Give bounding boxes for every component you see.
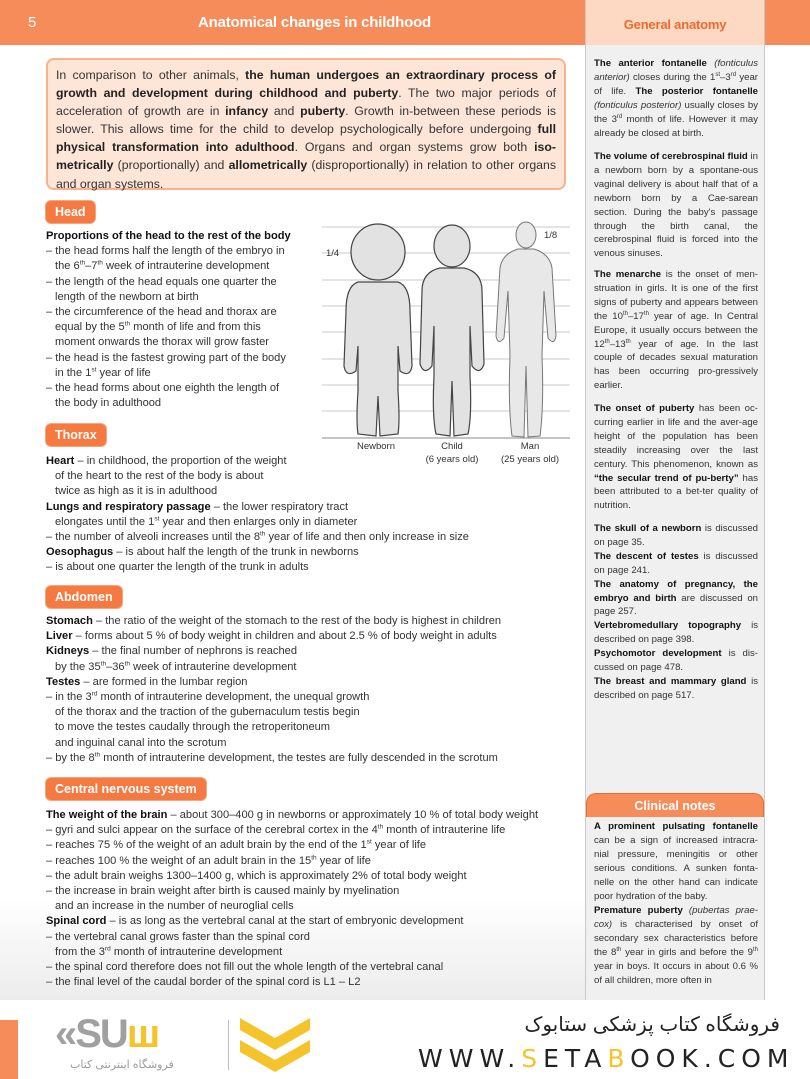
text-line: – the number of alveoli increases until the 8th year of life and then only increase in size bbox=[46, 530, 469, 544]
text-line: of the thorax and the traction of the gubernaculum testis begin bbox=[55, 706, 360, 719]
text-line: the body in adulthood bbox=[55, 397, 162, 410]
text-line: The weight of the brain – about 300–400 g in newborns or approximately 10 % of total body weight bbox=[46, 809, 539, 821]
text-line: Stomach – the ratio of the weight of the stomach to the rest of the body is highest in children bbox=[46, 615, 502, 627]
cross-reference: The descent of testes is discussed on page 241. bbox=[594, 550, 758, 576]
text-line: Spinal cord – is as long as the vertebral canal at the start of embryonic development bbox=[46, 915, 464, 928]
head-section-text bbox=[46, 229, 291, 411]
text-line: to move the testes caudally through the retroperitoneum bbox=[55, 721, 331, 734]
clinical-note-fontanelle: A prominent pulsating fontanelle can be a sign of increased intracra-nial pressure, meningitis or other serious conditions. A sunken fonta-nelle on the other hand can indicate poor hydration of the baby. bbox=[594, 821, 758, 902]
text-line: Testes – are formed in the lumbar region bbox=[46, 675, 248, 688]
text-line: Heart – in childhood, the proportion of the weight bbox=[46, 455, 287, 467]
section-tag-cns: Central nervous system bbox=[46, 778, 206, 800]
intro-box: In comparison to other animals, the human undergoes an extraordinary process of growth and development during childhood and puberty. The two major periods of acceleration of growth are in infancy and puberty. Growth in-between these periods is slower. This allows time for the child to develop psychologically before undergoing full physical transformation into adulthood. Organs and organ systems grow both iso-metrically (proportionally) and allometrically (disproportionally) in relation to other organs and organ systems. bbox=[46, 58, 566, 190]
text-line: and an increase in the number of neuroglial cells bbox=[55, 900, 294, 913]
chevron-logo-icon bbox=[240, 1018, 310, 1074]
setabook-logo: «SUш bbox=[55, 1012, 159, 1056]
caption-man: Man (25 years old) bbox=[500, 441, 560, 465]
sidebar-note-menarche: The menarche is the onset of men-struation in girls. It is one of the first signs of puberty and appears between the 10th–17th year of age. In Central Europe, it usually occurs between the 12th–13th year of age. In the last couple of decades sexual maturation has been occurring pro-gressively earlier. bbox=[594, 269, 758, 392]
text-line: equal by the 5th month of life and from this bbox=[55, 320, 261, 334]
man-figure bbox=[496, 222, 556, 437]
abdomen-section-text bbox=[46, 614, 501, 766]
text-line: and inguinal canal into the scrotum bbox=[55, 736, 227, 749]
page-edge-tab bbox=[0, 1020, 18, 1079]
text-line: – gyri and sulci appear on the surface of the cerebral cortex in the 4th month of intrauterine life bbox=[46, 823, 506, 837]
ratio-man-label: 1/8 bbox=[544, 230, 558, 241]
text-line: – by the 8th month of intrauterine development, the testes are fully descended in the scrotum bbox=[46, 751, 498, 764]
section-tag-thorax: Thorax bbox=[46, 424, 106, 446]
text-line: – in the 3rd month of intrauterine development, the unequal growth bbox=[46, 690, 370, 704]
text-line: Oesophagus – is about half the length of the trunk in newborns bbox=[46, 546, 359, 559]
text-line: from the 3rd month of intrauterine development bbox=[55, 945, 283, 958]
cross-reference: Vertebromedullary topography is described on page 398. bbox=[594, 620, 759, 646]
logo-subtitle: فروشگاه اینترنتی کتاب bbox=[70, 1059, 174, 1071]
text-line: length of the newborn at birth bbox=[55, 290, 199, 303]
text-line: – the length of the head equals one quarter the bbox=[46, 275, 277, 288]
cns-section-text bbox=[46, 808, 538, 990]
cross-reference: The breast and mammary gland is described on page 517. bbox=[594, 675, 758, 701]
sidebar-cross-references bbox=[594, 522, 758, 703]
shop-name-persian: فروشگاه کتاب پزشکی ستابوک bbox=[524, 1014, 780, 1036]
sidebar-header bbox=[586, 0, 764, 45]
thorax-section-text bbox=[46, 454, 469, 576]
child-figure bbox=[420, 225, 484, 436]
text-line: – the increase in brain weight after birth is caused mainly by myelination bbox=[46, 885, 400, 898]
watermark-footer bbox=[0, 1000, 810, 1079]
text-line: in the 1st year of life bbox=[55, 366, 151, 379]
text-line: of the heart to the rest of the body is about bbox=[55, 470, 264, 483]
head-subheading: Proportions of the head to the rest of the body bbox=[46, 230, 291, 242]
text-line: Liver – forms about 5 % of body weight in children and about 2.5 % of body weight in adults bbox=[46, 630, 497, 643]
section-tag-head: Head bbox=[46, 201, 95, 223]
text-line: – the adult brain weighs 1300–1400 g, which is approximately 2% of total body weight bbox=[46, 869, 467, 882]
shop-url: WWW.SETABOOK.COM bbox=[418, 1044, 795, 1073]
text-line: Lungs and respiratory passage – the lower respiratory tract bbox=[46, 500, 349, 513]
newborn-figure bbox=[344, 224, 412, 436]
page-number: 5 bbox=[28, 14, 37, 31]
text-line: – the head forms about one eighth the length of bbox=[46, 382, 280, 395]
sidebar-note-csf: The volume of cerebrospinal fluid in a newborn born by a spontane-ous vaginal delivery is about half that of a newborn born by a Cae-sarean section. During the baby's passage through the birth canal, the cerebrospinal fluid is forced into the venous sinuses. bbox=[594, 151, 758, 260]
caption-child: Child (6 years old) bbox=[425, 441, 479, 465]
caption-newborn: Newborn bbox=[356, 441, 396, 452]
logo-divider bbox=[228, 1020, 229, 1070]
sidebar-note-puberty: The onset of puberty has been oc-curring earlier in life and the aver-age height of the population has been steadily increasing over the last century. This phenomenon, known as “the secular trend of pu-berty” has been attributed to a bet-ter quality of nutrition. bbox=[594, 403, 759, 512]
text-line: – reaches 75 % of the weight of an adult brain by the end of the 1st year of life bbox=[46, 838, 427, 852]
text-line: – the head forms half the length of the embryo in bbox=[46, 245, 285, 258]
cross-reference: Psychomotor development is dis-cussed on page 478. bbox=[594, 648, 758, 674]
clinical-notes-box bbox=[586, 793, 764, 1003]
sidebar-note-fontanelle: The anterior fontanelle (fonticulus anterior) closes during the 1st–3rd year of life. The posterior fontanelle (fonticulus posterior) usually closes by the 3rd month of life. However it may already be closed at birth. bbox=[594, 58, 759, 139]
text-line: – reaches 100 % the weight of an adult brain in the 15th year of life bbox=[46, 853, 371, 867]
text-line: moment onwards the thorax will grow faster bbox=[55, 336, 269, 349]
cross-reference: The anatomy of pregnancy, the embryo and birth are discussed on page 257. bbox=[594, 578, 759, 618]
margin-sidebar bbox=[585, 0, 765, 1000]
text-line: twice as high as it is in adulthood bbox=[55, 485, 218, 498]
cross-reference: The skull of a newborn is discussed on page 35. bbox=[594, 523, 759, 548]
text-line: elongates until the 1st year and then enlarges only in diameter bbox=[55, 515, 358, 528]
text-line: Kidneys – the final number of nephrons is reached bbox=[46, 645, 297, 658]
text-line: – the spinal cord therefore does not fill out the whole length of the vertebral canal bbox=[46, 961, 444, 974]
clinical-note-premature-puberty: Premature puberty (pubertas prae-cox) is characterised by onset of secondary sex characteristics before the 8th year in girls and before the 9th year in boys. It occurs in about 0.6 % of all children, more often in bbox=[594, 905, 758, 986]
text-line: – the circumference of the head and thorax are bbox=[46, 306, 277, 319]
clinical-notes-title: Clinical notes bbox=[586, 793, 764, 817]
chapter-title: Anatomical changes in childhood bbox=[198, 14, 431, 31]
sidebar-title: General anatomy bbox=[623, 17, 727, 32]
text-line: – is about one quarter the length of the trunk in adults bbox=[46, 561, 309, 574]
ratio-newborn-label: 1/4 bbox=[326, 248, 340, 259]
text-line: by the 35th–36th week of intrauterine development bbox=[55, 659, 297, 673]
text-line: – the final level of the caudal border of the spinal cord is L1 – L2 bbox=[46, 976, 361, 989]
body-proportions-illustration bbox=[322, 216, 570, 474]
text-line: – the head is the fastest growing part of the body bbox=[46, 351, 286, 364]
text-line: – the vertebral canal grows faster than the spinal cord bbox=[46, 930, 310, 943]
text-line: the 6th–7th week of intrauterine development bbox=[55, 259, 270, 273]
section-tag-abdomen: Abdomen bbox=[46, 586, 122, 608]
body-proportions-figure bbox=[322, 216, 570, 474]
